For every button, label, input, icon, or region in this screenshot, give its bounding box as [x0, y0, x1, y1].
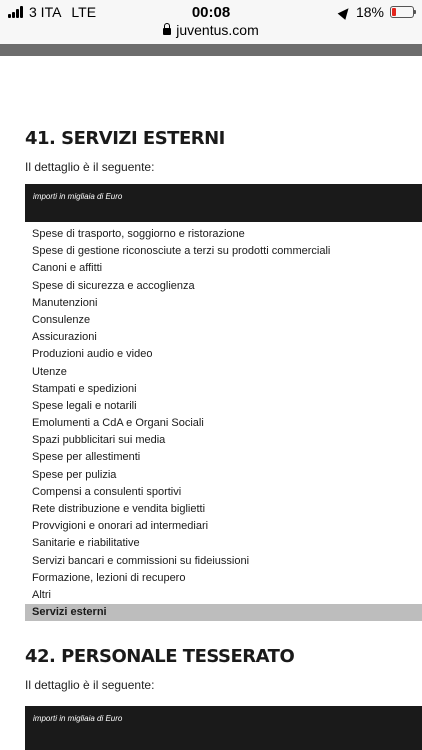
table-row: Spese per allestimenti — [32, 451, 141, 464]
table-row: Spese di trasporto, soggiorno e ristorazione — [32, 228, 245, 240]
table-row-total: Servizi esterni — [25, 604, 422, 621]
url-text: juventus.com — [176, 22, 259, 38]
section-title-servizi-esterni: 41. SERVIZI ESTERNI — [25, 128, 225, 149]
carrier-label: 3 ITA — [29, 4, 62, 20]
table-header — [25, 184, 422, 222]
table-row: Sanitarie e riabilitative — [32, 537, 140, 550]
table-row: Spazi pubblicitari sui media — [32, 434, 166, 447]
section-intro: Il dettaglio è il seguente: — [25, 160, 155, 174]
address-bar[interactable] — [0, 22, 422, 38]
table-row: Stampati e spedizioni — [32, 382, 137, 395]
section-intro-2: Il dettaglio è il seguente: — [25, 678, 155, 692]
table-row: Servizi bancari e commissioni su fideiussioni — [32, 554, 250, 567]
table-row: Emolumenti a CdA e Organi Sociali — [32, 417, 204, 430]
table-row: Rete distribuzione e vendita biglietti — [32, 503, 206, 515]
table-row: Compensi a consulenti sportivi — [32, 485, 182, 498]
section-title-personale-tesserato: 42. PERSONALE TESSERATO — [25, 646, 295, 667]
lock-icon — [163, 28, 171, 35]
battery-icon — [390, 6, 414, 18]
table-caption-2: importi in migliaia di Euro — [33, 714, 123, 723]
table-row: Spese di sicurezza e accoglienza — [32, 279, 195, 292]
table-row: Altri — [32, 588, 51, 601]
table-row: Canoni e affitti — [32, 262, 103, 275]
table-row: Assicurazioni — [32, 331, 97, 344]
table-row: Spese per pulizia — [32, 468, 117, 481]
table-row: Spese legali e notarili — [32, 399, 137, 412]
clock: 00:08 — [191, 4, 231, 21]
status-bar-right — [340, 4, 414, 20]
table-body — [25, 226, 422, 621]
table-row: Formazione, lezioni di recupero — [32, 571, 186, 584]
location-icon — [338, 5, 353, 20]
network-label: LTE — [71, 4, 97, 20]
page-header-bar — [0, 44, 422, 56]
battery-percent: 18% — [355, 4, 384, 20]
table-row: Provvigioni e onorari ad intermediari — [32, 520, 209, 533]
battery-fill — [392, 8, 396, 16]
table-row: Produzioni audio e video — [32, 348, 153, 361]
status-bar — [0, 0, 422, 44]
table-header-2 — [25, 706, 422, 750]
table-row: Manutenzioni — [32, 296, 98, 309]
table-row: Consulenze — [32, 313, 91, 326]
table-row: Spese di gestione riconosciute a terzi su prodotti commerciali — [32, 245, 331, 258]
table-caption: importi in migliaia di Euro — [33, 192, 123, 201]
table-row: Utenze — [32, 365, 67, 378]
